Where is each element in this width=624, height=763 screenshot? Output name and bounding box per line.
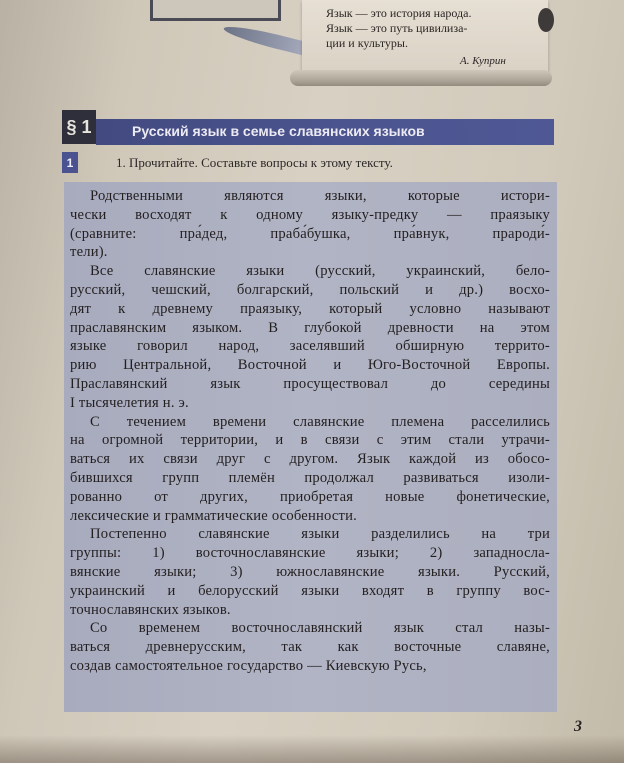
text-line: Родственными являются языки, которые истори- [90, 188, 550, 204]
text-line: языке говорил народ, заселявший обширную террито- [70, 338, 550, 355]
text-line: (сравните: пра́дед, праба́бушка, пра́внук, прароди́- [70, 225, 550, 242]
quote-author: А. Куприн [460, 55, 506, 67]
text-line: создав самостоятельное государство — Киевскую Русь, [70, 658, 427, 674]
picture-frame [150, 0, 281, 21]
text-line: украинский и белорусский языки входят в группу вос- [70, 582, 550, 599]
text-line: ваться древнерусским, так как восточные славяне, [70, 639, 550, 656]
text-line: лексические и грамматические особенности. [70, 507, 357, 524]
quote-line: Язык — это путь цивилиза- [326, 21, 468, 35]
text-line: праславянским языком. В глубокой древности на этом [70, 319, 550, 336]
text-line: Все славянские языки (русский, украинский, бело- [90, 263, 550, 280]
text-line: тели). [70, 244, 108, 261]
exercise-task: 1. Прочитайте. Составьте вопросы к этому тексту. [116, 155, 393, 170]
text-line: чески восходят к одному языку-предку — праязыку [70, 206, 550, 223]
scroll-roll [290, 70, 552, 86]
text-line: точнославянских языков. [70, 601, 231, 618]
text-line: бившихся групп племён продолжал развиваться изоли- [70, 470, 550, 486]
text-line: I тысячелетия н. э. [70, 394, 189, 411]
text-line: Со временем восточнославянский язык стал назы- [90, 620, 550, 637]
quote-line: ции и культуры. [326, 36, 408, 50]
text-line: на огромной территории, и в связи с этим стали утрачи- [70, 432, 550, 449]
exercise-badge: 1 [62, 152, 78, 173]
text-line: С течением времени славянские племена расселились [90, 413, 550, 430]
scroll-curl-icon [538, 8, 554, 32]
text-line: Праславянский язык просуществовал до середины [70, 376, 550, 392]
text-line: вянские языки; 3) южнославянские языки. Русский, [70, 564, 550, 580]
quote-line: Язык — это история народа. [326, 6, 472, 20]
text-line: Постепенно славянские языки разделились на три [90, 526, 550, 543]
text-line: ваться их связи друг с другом. Язык каждой из обосо- [70, 451, 550, 468]
text-line: рию Центральной, Восточной и Юго-Восточной Европы. [70, 357, 550, 374]
text-line: русский, чешский, болгарский, польский и др.) восхо- [70, 282, 550, 298]
page-number: 3 [574, 718, 582, 735]
text-line: дят к древнему праязыку, который условно называют [70, 300, 550, 317]
text-line: группы: 1) восточнославянские языки; 2) западносла- [70, 545, 550, 562]
section-badge: § 1 [62, 110, 96, 144]
section-title: Русский язык в семье славянских языков [132, 123, 425, 139]
text-line: рованно от других, приобретая новые фонетические, [70, 488, 550, 505]
page-edge-shadow [0, 735, 624, 763]
